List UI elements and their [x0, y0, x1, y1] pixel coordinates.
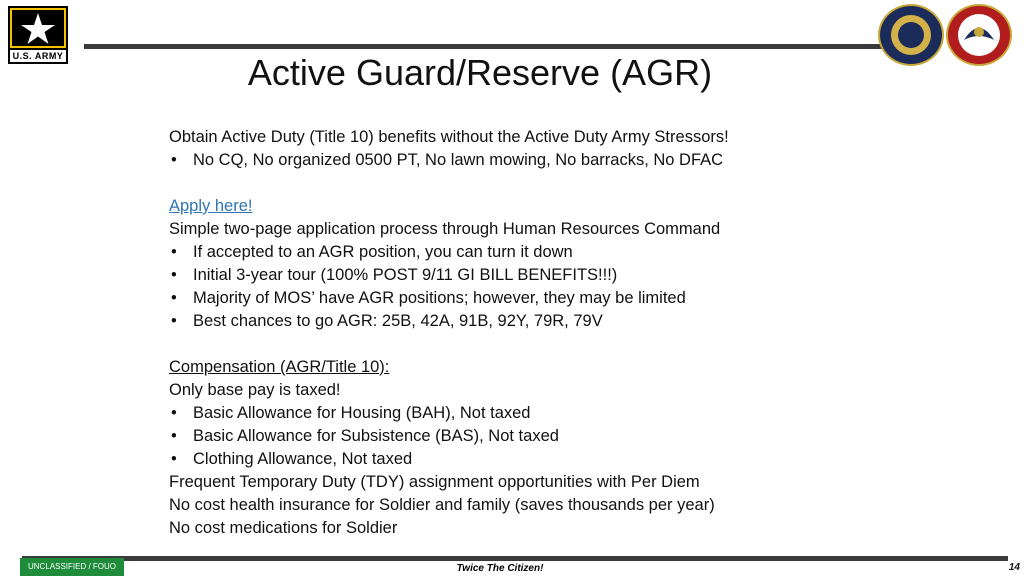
closing-line: Frequent Temporary Duty (TDY) assignment opportunities with Per Diem [169, 473, 700, 491]
page-number: 14 [1008, 562, 1020, 573]
apply-here-link[interactable]: Apply here! [169, 197, 253, 215]
list-item: • Majority of MOS’ have AGR positions; however, they may be limited [169, 287, 869, 310]
intro-text: Obtain Active Duty (Title 10) benefits without the Active Duty Army Stressors! [169, 128, 729, 146]
list-item: • No CQ, No organized 0500 PT, No lawn mowing, No barracks, No DFAC [169, 149, 869, 172]
classification-badge: UNCLASSIFIED / FOUO [20, 558, 124, 576]
footer-divider [22, 556, 1008, 561]
page-title: Active Guard/Reserve (AGR) [247, 52, 713, 93]
list-item: • Clothing Allowance, Not taxed [169, 448, 869, 471]
list-item: • Best chances to go AGR: 25B, 42A, 91B, 92Y, 79R, 79V [169, 310, 869, 333]
compensation-text: Only base pay is taxed! [169, 381, 341, 399]
list-item: • Basic Allowance for Subsistence (BAS), Not taxed [169, 425, 869, 448]
compensation-heading: Compensation (AGR/Title 10): [169, 358, 390, 376]
slide-content [169, 126, 869, 540]
list-item: • Initial 3-year tour (100% POST 9/11 GI BILL BENEFITS!!!) [169, 264, 869, 287]
list-item: • If accepted to an AGR position, you can turn it down [169, 241, 869, 264]
closing-line: No cost health insurance for Soldier and family (saves thousands per year) [169, 496, 715, 514]
header-divider [84, 44, 884, 49]
army-star-icon [10, 8, 66, 48]
closing-line: No cost medications for Soldier [169, 519, 398, 537]
army-logo-text: U.S. ARMY [10, 50, 66, 62]
apply-text: Simple two-page application process through Human Resources Command [169, 220, 721, 238]
list-item: • Basic Allowance for Housing (BAH), Not taxed [169, 402, 869, 425]
footer-slogan: Twice The Citizen! [456, 563, 544, 574]
